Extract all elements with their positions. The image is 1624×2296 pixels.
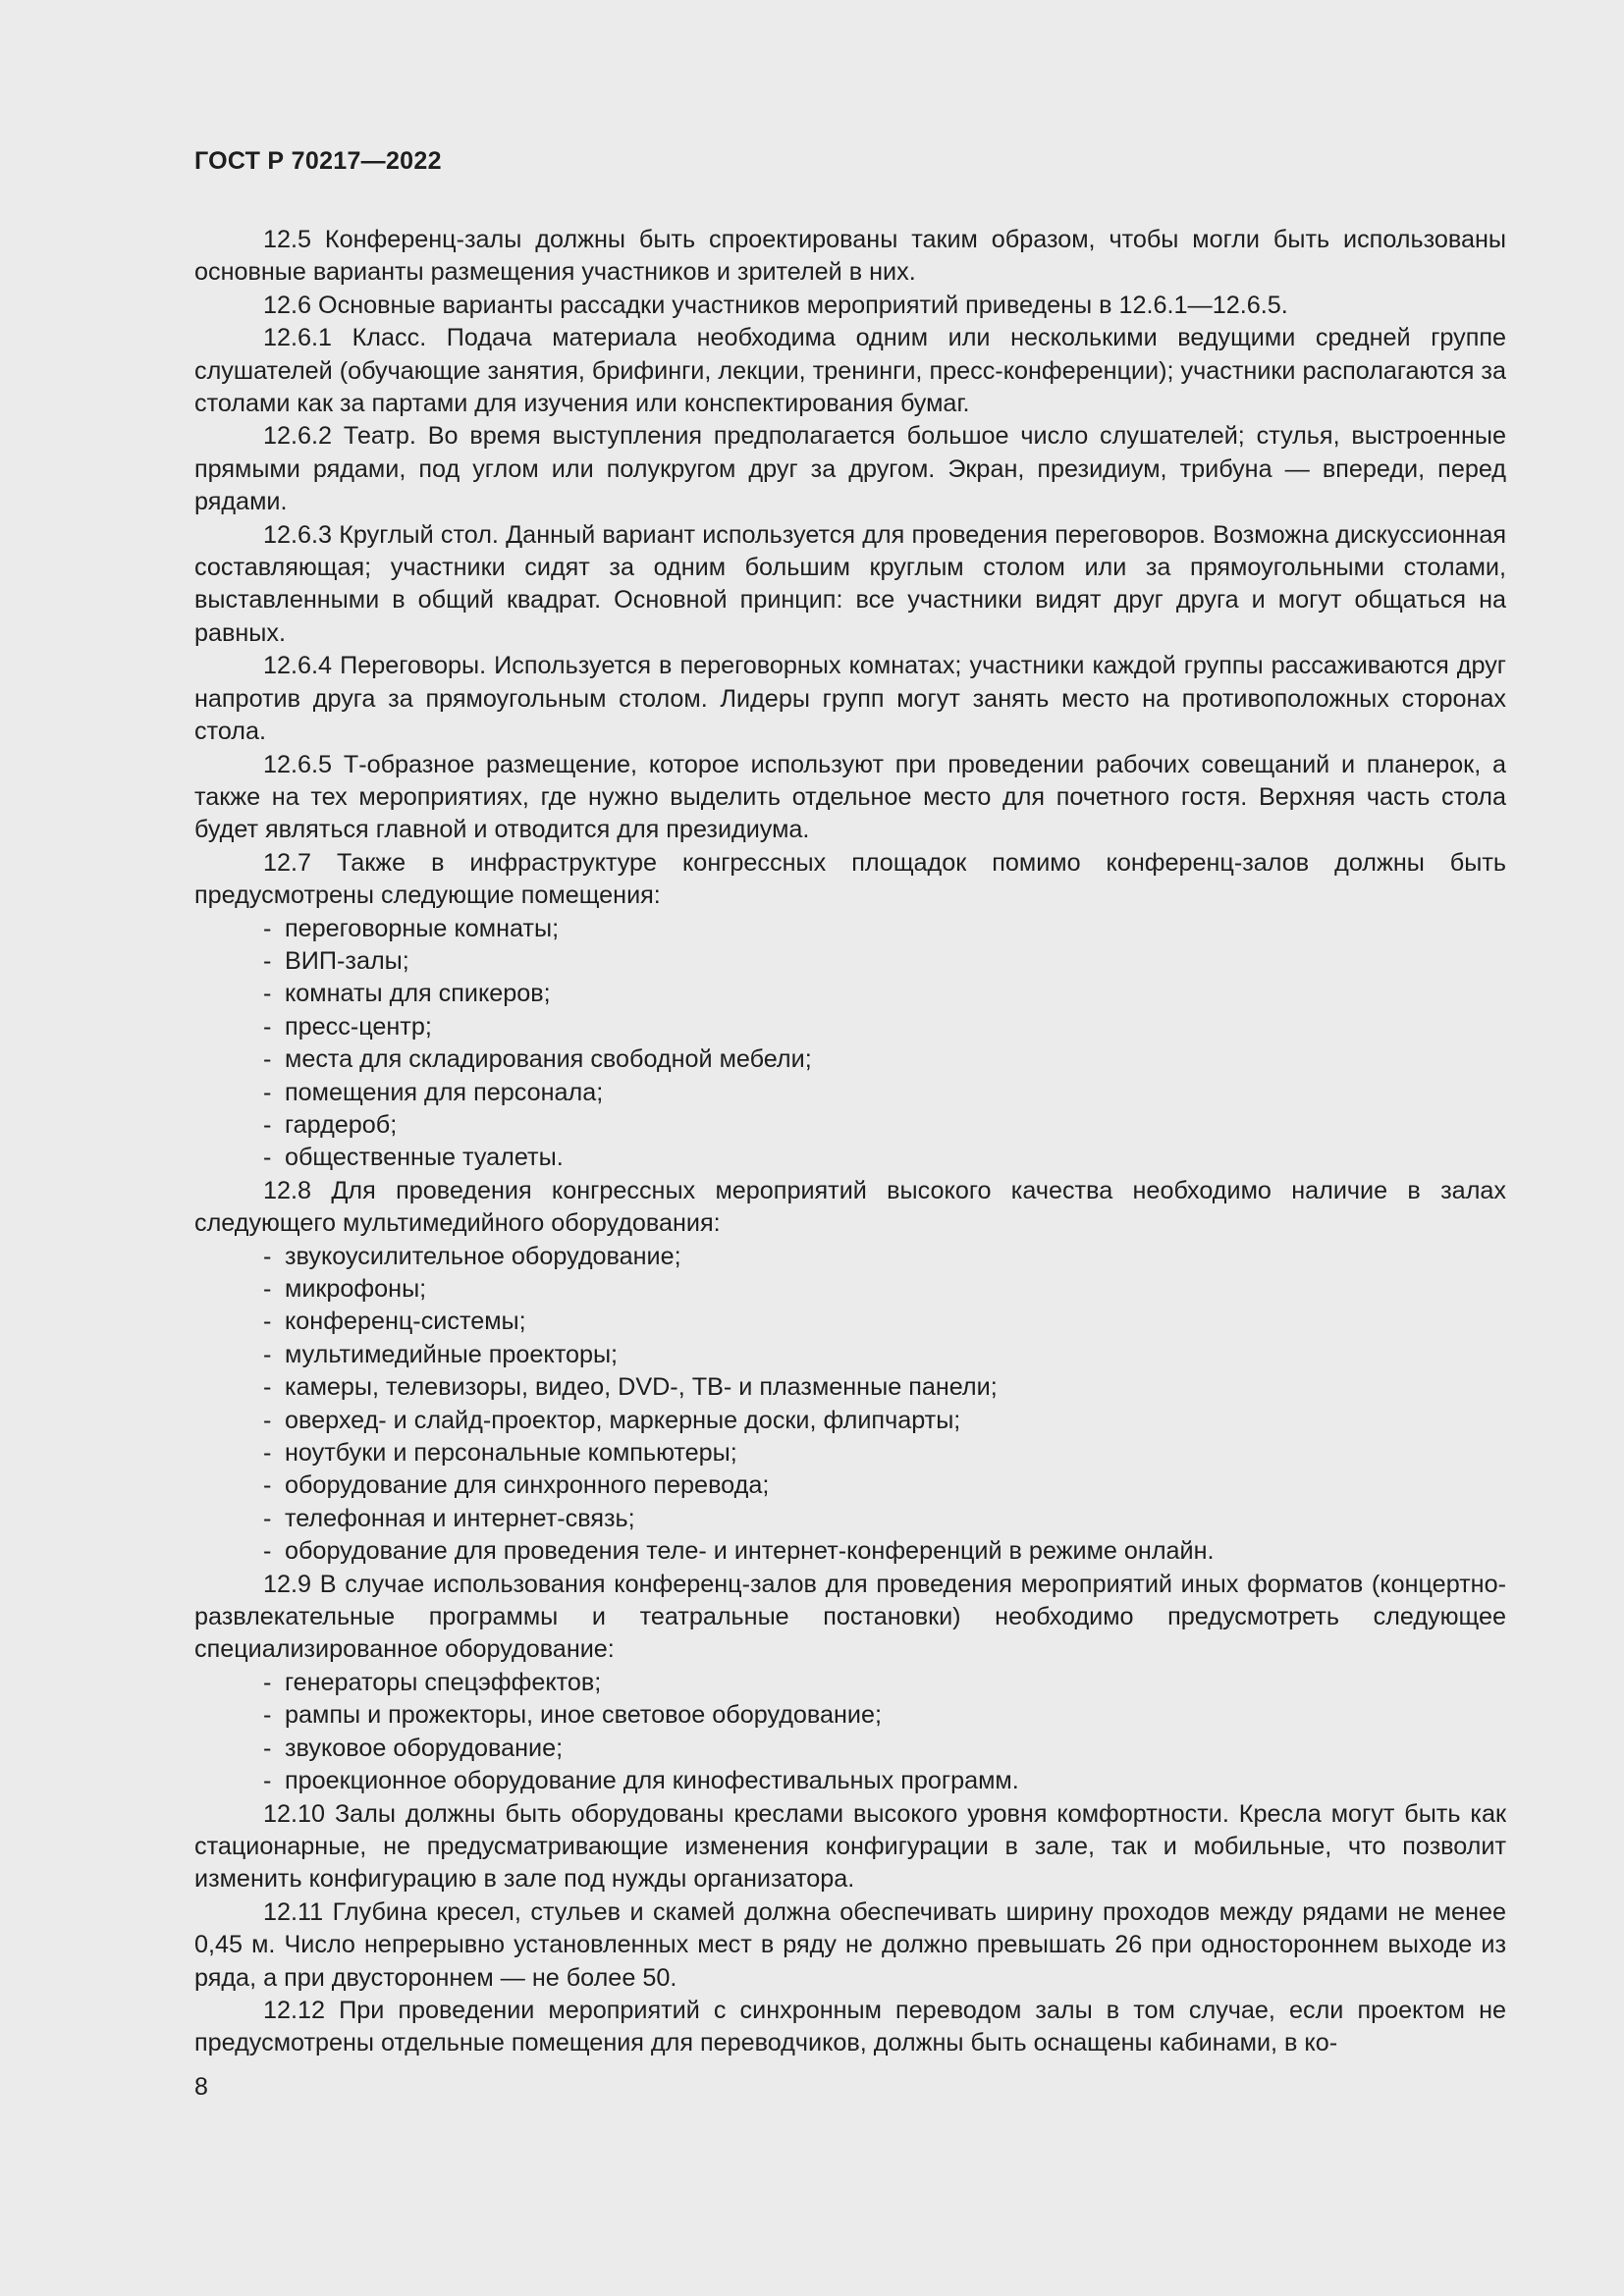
list-item-text: оборудование для проведения теле- и интернет-конференций в режиме онлайн.	[285, 1537, 1215, 1566]
list-item	[194, 1667, 1506, 1699]
list-item-text: микрофоны;	[285, 1275, 427, 1303]
list-item-text: ВИП-залы;	[285, 946, 409, 975]
list-item-text: телефонная и интернет-связь;	[285, 1504, 635, 1532]
list-item-text: мультимедийные проекторы;	[285, 1340, 619, 1368]
dash-bullet-icon: -	[263, 1373, 272, 1402]
dash-bullet-icon: -	[263, 1110, 272, 1139]
document-body	[194, 224, 1506, 2060]
paragraph: 12.6.5 Т-образное размещение, которое используют при проведении рабочих совещаний и планерок, а также на тех мероприятиях, где нужно выделить отдельное место для почетного гостя. Верхняя часть стола будет являться главной и отводится для президиума.	[194, 750, 1506, 844]
dash-bullet-icon: -	[263, 1701, 272, 1730]
dash-bullet-icon: -	[263, 980, 272, 1008]
list-item-text: комнаты для спикеров;	[285, 980, 551, 1008]
bullet-list	[194, 913, 1506, 1175]
list-item-text: пресс-центр;	[285, 1012, 432, 1041]
paragraph: 12.6.2 Театр. Во время выступления предполагается большое число слушателей; стулья, выстроенные прямыми рядами, под углом или полукругом друг за другом. Экран, президиум, трибуна — впереди, перед рядами.	[194, 422, 1506, 516]
dash-bullet-icon: -	[263, 1537, 272, 1566]
page-number: 8	[194, 2073, 208, 2101]
list-item-text: рампы и прожекторы, иное световое оборудование;	[285, 1701, 882, 1730]
paragraph: 12.5 Конференц-залы должны быть спроектированы таким образом, чтобы могли быть использованы основные варианты размещения участников и зрителей в них.	[194, 226, 1506, 287]
list-item-text: оборудование для синхронного перевода;	[285, 1471, 770, 1500]
paragraph: 12.6 Основные варианты рассадки участников мероприятий приведены в 12.6.1—12.6.5.	[263, 291, 1288, 319]
list-item	[194, 978, 1506, 1010]
list-item-text: проекционное оборудование для кинофестивальных программ.	[285, 1767, 1019, 1795]
dash-bullet-icon: -	[263, 1242, 272, 1270]
dash-bullet-icon: -	[263, 1078, 272, 1106]
dash-bullet-icon: -	[263, 914, 272, 942]
dash-bullet-icon: -	[263, 1668, 272, 1696]
paragraph: 12.6.3 Круглый стол. Данный вариант используется для проведения переговоров. Возможна дискуссионная составляющая; участники сидят за одним большим круглым столом или за прямоугольными столами, выставленными в общий квадрат. Основной принцип: все участники видят друг друга и могут общаться на равных.	[194, 520, 1506, 647]
paragraph: 12.12 При проведении мероприятий с синхронным переводом залы в том случае, если проектом не предусмотрены отдельные помещения для переводчиков, должны быть оснащены кабинами, в ко-	[194, 1996, 1506, 2057]
list-item	[194, 1142, 1506, 1174]
list-item	[194, 1077, 1506, 1109]
dash-bullet-icon: -	[263, 1144, 272, 1172]
list-item-text: помещения для персонала;	[285, 1078, 604, 1106]
list-item-text: оверхед- и слайд-проектор, маркерные доски, флипчарты;	[285, 1406, 961, 1434]
paragraph: 12.6.4 Переговоры. Используется в переговорных комнатах; участники каждой группы рассаживаются друг напротив друга за прямоугольным столом. Лидеры групп могут занять место на противоположных сторонах стола.	[194, 652, 1506, 746]
list-item	[194, 1733, 1506, 1765]
list-item	[194, 1535, 1506, 1568]
list-item-text: генераторы спецэффектов;	[285, 1668, 602, 1696]
list-item	[194, 913, 1506, 945]
list-item	[194, 1273, 1506, 1306]
list-item-text: общественные туалеты.	[285, 1144, 564, 1172]
dash-bullet-icon: -	[263, 1504, 272, 1532]
paragraph: 12.7 Также в инфраструктуре конгрессных площадок помимо конференц-залов должны быть предусмотрены следующие помещения:	[194, 848, 1506, 910]
dash-bullet-icon: -	[263, 1275, 272, 1303]
paragraph: 12.9 В случае использования конференц-залов для проведения мероприятий иных форматов (концертно-развлекательные программы и театральные постановки) необходимо предусмотреть следующее специализированное оборудование:	[194, 1570, 1506, 1664]
dash-bullet-icon: -	[263, 1308, 272, 1336]
bullet-list	[194, 1241, 1506, 1569]
list-item-text: звукоусилительное оборудование;	[285, 1242, 681, 1270]
document-header: ГОСТ Р 70217—2022	[194, 147, 442, 175]
list-item	[194, 1503, 1506, 1535]
bullet-list	[194, 1667, 1506, 1798]
dash-bullet-icon: -	[263, 1767, 272, 1795]
paragraph: 12.10 Залы должны быть оборудованы креслами высокого уровня комфортности. Кресла могут быть как стационарные, не предусматривающие изменения конфигурации в зале, так и мобильные, что позволит изменить конфигурацию в зале под нужды организатора.	[194, 1799, 1506, 1894]
list-item-text: камеры, телевизоры, видео, DVD-, ТВ- и плазменные панели;	[285, 1373, 998, 1402]
list-item-text: звуковое оборудование;	[285, 1734, 564, 1762]
dash-bullet-icon: -	[263, 1471, 272, 1500]
list-item	[194, 945, 1506, 978]
list-item	[194, 1469, 1506, 1502]
list-item-text: гардероб;	[285, 1110, 398, 1139]
list-item	[194, 1437, 1506, 1469]
dash-bullet-icon: -	[263, 1734, 272, 1762]
list-item	[194, 1241, 1506, 1273]
list-item	[194, 1371, 1506, 1404]
list-item	[194, 1339, 1506, 1371]
paragraph: 12.11 Глубина кресел, стульев и скамей должна обеспечивать ширину проходов между рядами не менее 0,45 м. Число непрерывно установленных мест в ряду не должно превышать 26 при одностороннем выходе из ряда, а при двустороннем — не более 50.	[194, 1897, 1506, 1992]
list-item	[194, 1405, 1506, 1437]
dash-bullet-icon: -	[263, 1340, 272, 1368]
list-item-text: места для складирования свободной мебели;	[285, 1045, 812, 1074]
list-item	[194, 1043, 1506, 1076]
list-item	[194, 1306, 1506, 1338]
list-item	[194, 1699, 1506, 1732]
paragraph: 12.8 Для проведения конгрессных мероприятий высокого качества необходимо наличие в залах следующего мультимедийного оборудования:	[194, 1176, 1506, 1238]
list-item-text: переговорные комнаты;	[285, 914, 560, 942]
dash-bullet-icon: -	[263, 1406, 272, 1434]
list-item	[194, 1109, 1506, 1142]
paragraph: 12.6.1 Класс. Подача материала необходима одним или несколькими ведущими средней группе слушателей (обучающие занятия, брифинги, лекции, тренинги, пресс-конференции); участники располагаются за столами как за партами для изучения или конспектирования бумаг.	[194, 324, 1506, 418]
dash-bullet-icon: -	[263, 946, 272, 975]
dash-bullet-icon: -	[263, 1439, 272, 1468]
list-item-text: конференц-системы;	[285, 1308, 526, 1336]
list-item-text: ноутбуки и персональные компьютеры;	[285, 1439, 737, 1468]
dash-bullet-icon: -	[263, 1012, 272, 1041]
list-item	[194, 1765, 1506, 1797]
list-item	[194, 1011, 1506, 1043]
dash-bullet-icon: -	[263, 1045, 272, 1074]
